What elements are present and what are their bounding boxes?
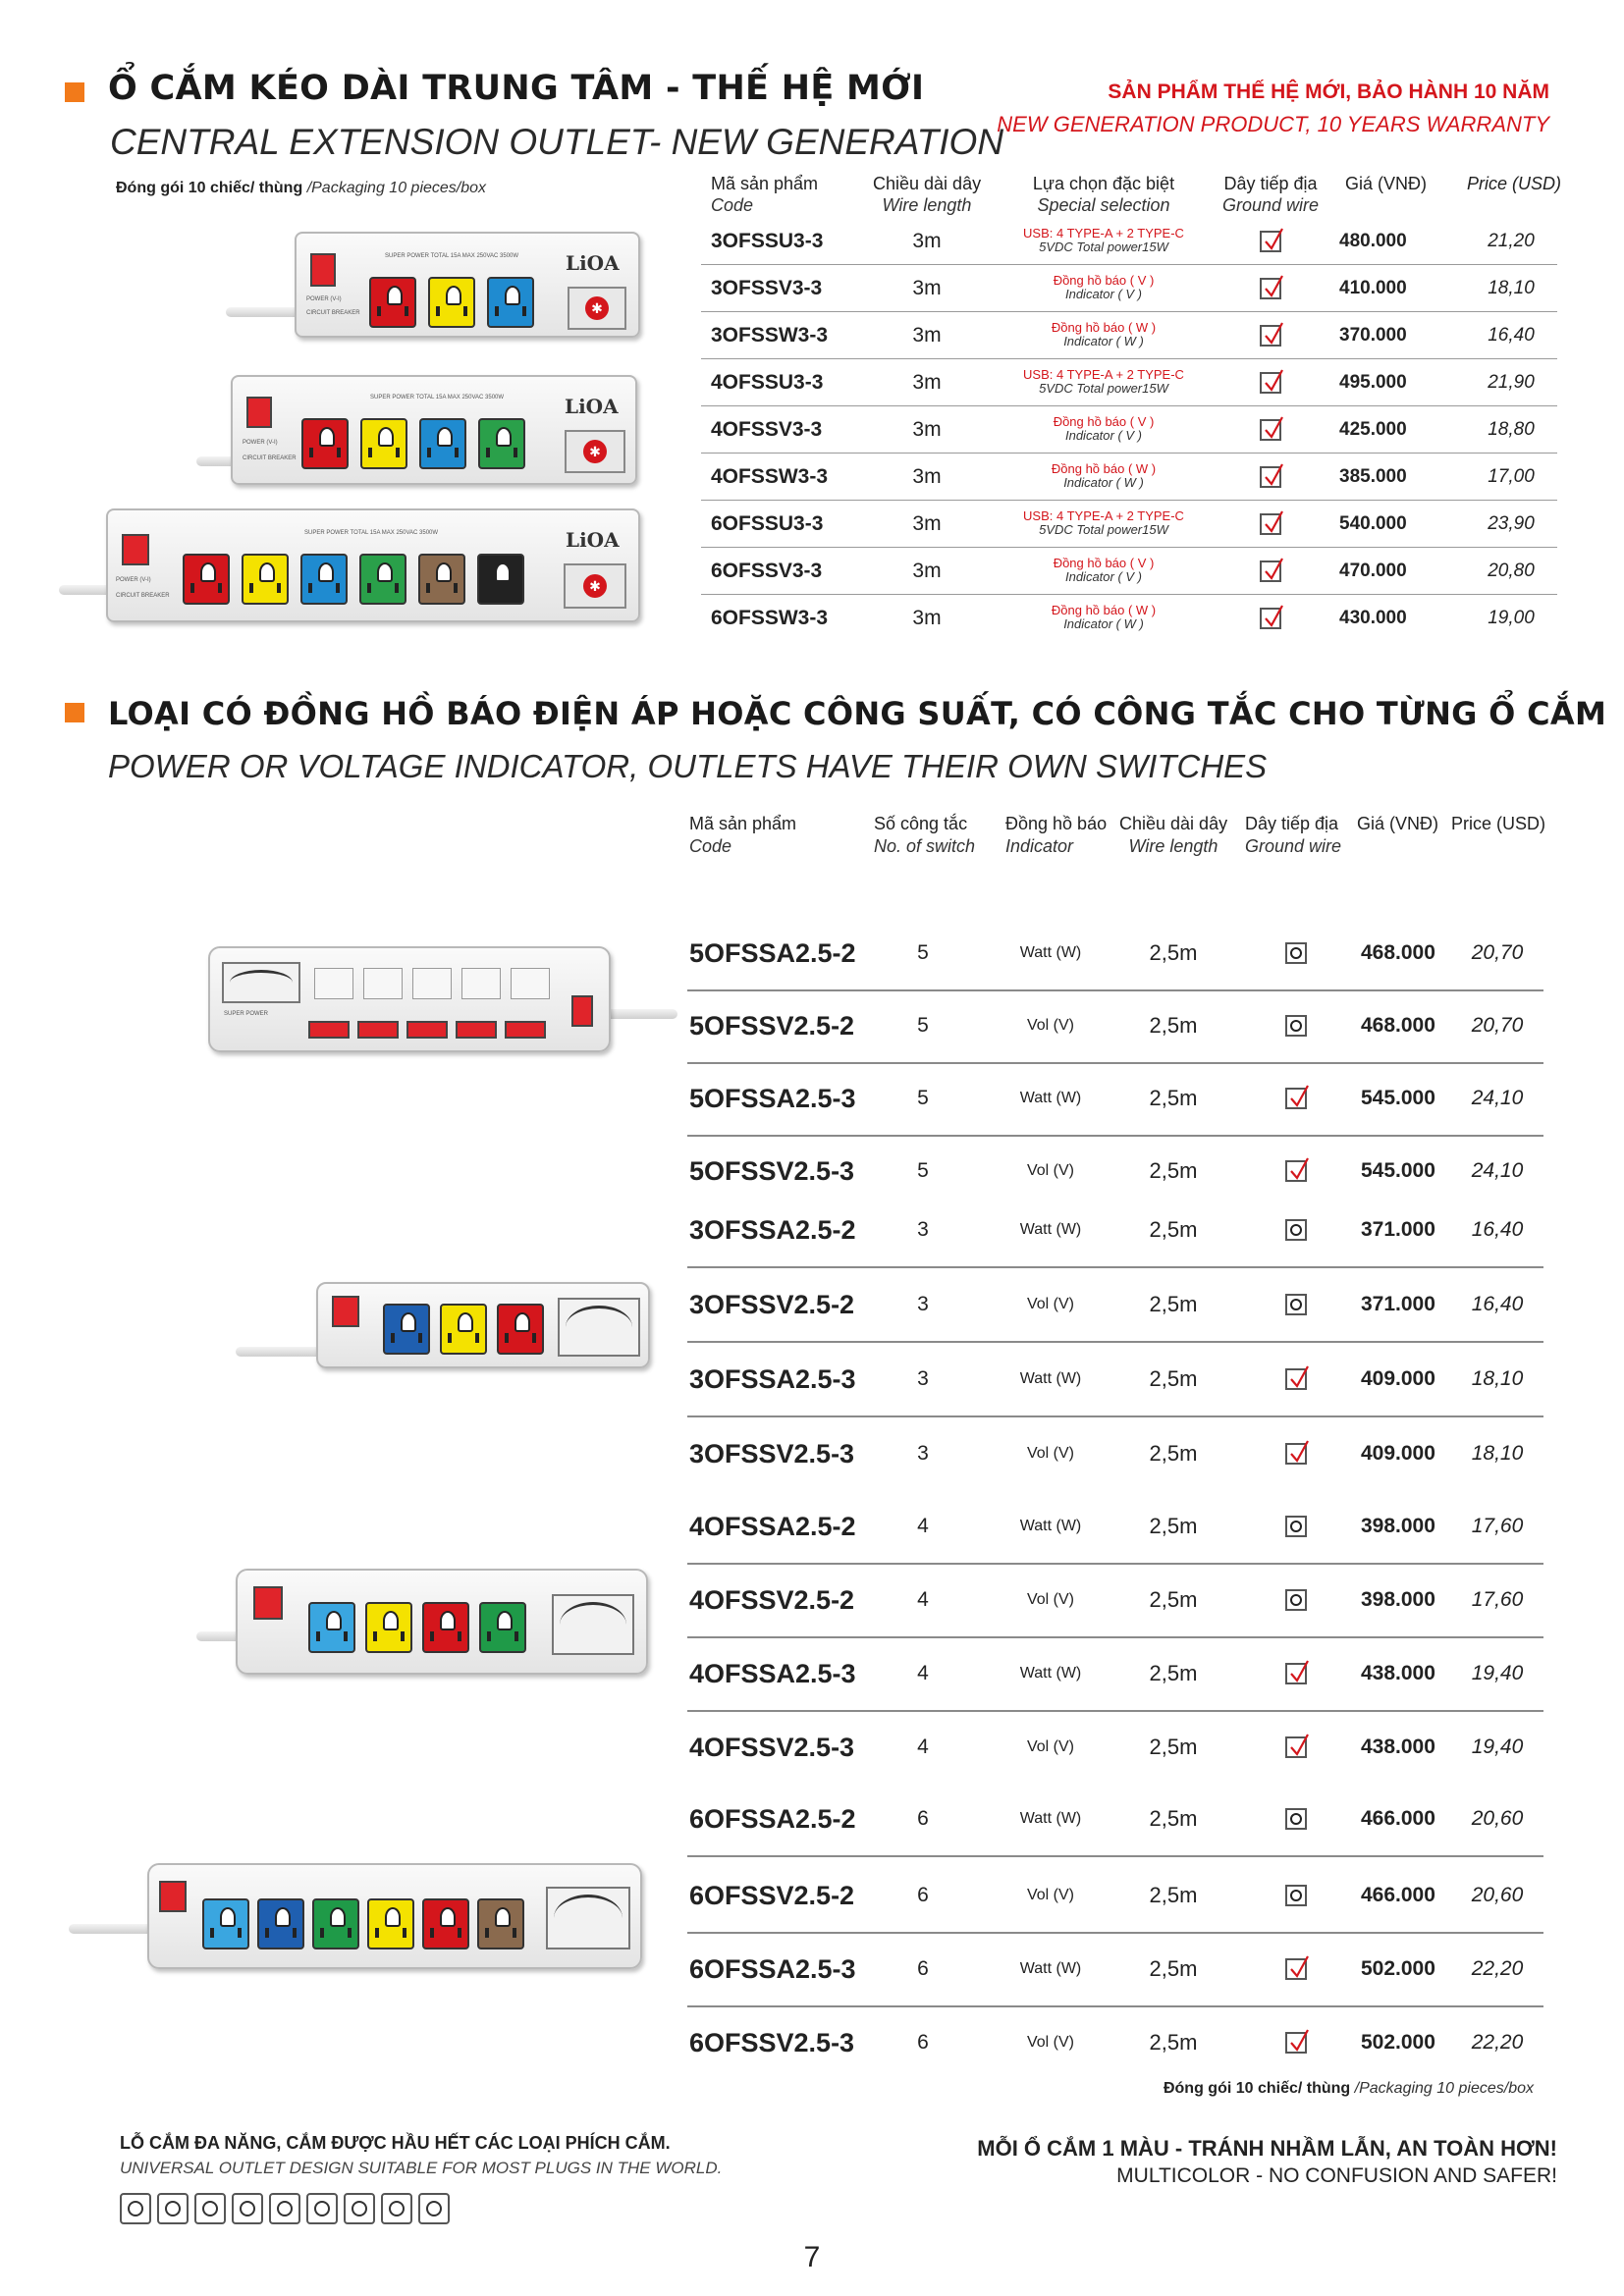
- ground-wire: [1251, 595, 1290, 641]
- packaging-note: [116, 180, 486, 197]
- wire-length: 2,5m: [1149, 1514, 1198, 1538]
- ground-wire-check-icon: [1285, 1663, 1307, 1684]
- price-vnd: 409.000: [1361, 1367, 1435, 1390]
- product-code: 4OFSSU3-3: [711, 371, 824, 394]
- plug-type-icon: [344, 2193, 375, 2224]
- col-len: Chiều dài dây Wire length: [873, 174, 982, 215]
- table-row: [687, 989, 1543, 1064]
- product-code: 5OFSSV2.5-3: [689, 1156, 855, 1186]
- ground-wire-check-icon: [1285, 1088, 1307, 1109]
- table-row: [687, 1711, 1543, 1784]
- price-usd: 20,60: [1471, 1807, 1524, 1830]
- switch-count: 4: [917, 1662, 929, 1684]
- switch-count: 3: [917, 1218, 929, 1241]
- table-row: [687, 1417, 1543, 1490]
- col-gw: Dây tiếp địa Ground wire: [1221, 174, 1320, 215]
- col-spec: Lựa chọn đặc biệt Special selection: [1032, 174, 1175, 215]
- ground-wire: [1276, 1637, 1316, 1710]
- no-ground-wire-icon: [1285, 942, 1307, 964]
- wire-length: 2,5m: [1149, 1013, 1198, 1038]
- warranty-en: NEW GENERATION PRODUCT, 10 YEARS WARRANTY: [997, 112, 1549, 136]
- ground-wire: [1276, 1417, 1316, 1490]
- section-bullet: [65, 703, 84, 722]
- ground-wire-check-icon: [1260, 325, 1281, 347]
- price-vnd: 468.000: [1361, 1014, 1435, 1037]
- switch-count: 6: [917, 1884, 929, 1906]
- product-code: 3OFSSV2.5-2: [689, 1290, 855, 1319]
- table-row: [687, 917, 1543, 991]
- product-code: 3OFSSV3-3: [711, 277, 823, 299]
- price-vnd: 370.000: [1339, 325, 1407, 346]
- ground-wire: [1251, 312, 1290, 358]
- price-vnd: 371.000: [1361, 1218, 1435, 1241]
- ground-wire: [1251, 501, 1290, 547]
- price-usd: 18,10: [1471, 1367, 1524, 1390]
- price-vnd: 470.000: [1339, 561, 1407, 581]
- switch-count: 4: [917, 1588, 929, 1611]
- price-vnd: 545.000: [1361, 1087, 1435, 1109]
- wire-length: 3m: [912, 560, 942, 582]
- table-row: [687, 2006, 1543, 2079]
- table-row: [687, 1564, 1543, 1638]
- price-usd: 18,10: [1471, 1442, 1524, 1465]
- wire-length: 3m: [912, 512, 942, 535]
- product-code: 4OFSSA2.5-3: [689, 1659, 856, 1688]
- plug-type-icons: [120, 2193, 456, 2229]
- table-row: [687, 1637, 1543, 1712]
- special-selection: Đồng hồ báo ( V ) Indicator ( V ): [1053, 414, 1155, 443]
- table-row: [701, 548, 1557, 595]
- wire-length: 2,5m: [1149, 1661, 1198, 1685]
- universal-outlet-vi: LỖ CẮM ĐA NĂNG, CẮM ĐƯỢC HẦU HẾT CÁC LOẠI PHÍCH CẮM.: [120, 2133, 671, 2153]
- product-code: 4OFSSV2.5-3: [689, 1733, 855, 1762]
- switch-count: 4: [917, 1735, 929, 1758]
- ground-wire: [1276, 1194, 1316, 1266]
- ground-wire-check-icon: [1260, 561, 1281, 582]
- switch-count: 6: [917, 1807, 929, 1830]
- wire-length: 2,5m: [1149, 940, 1198, 965]
- product-code: 3OFSSA2.5-2: [689, 1215, 856, 1245]
- plug-type-icon: [232, 2193, 263, 2224]
- wire-length: 2,5m: [1149, 1441, 1198, 1466]
- switch-count: 5: [917, 1014, 929, 1037]
- plug-type-icon: [194, 2193, 226, 2224]
- ground-wire-check-icon: [1260, 231, 1281, 252]
- ground-wire-check-icon: [1260, 466, 1281, 488]
- price-usd: 16,40: [1471, 1218, 1524, 1241]
- table-row: [701, 265, 1557, 312]
- plug-type-icon: [269, 2193, 300, 2224]
- col-vnd: Giá (VNĐ): [1345, 174, 1428, 193]
- col-usd: Price (USD): [1451, 814, 1546, 833]
- price-usd: 21,20: [1488, 231, 1535, 251]
- price-vnd: 385.000: [1339, 466, 1407, 487]
- section1-title: Ổ CẮM KÉO DÀI TRUNG TÂM - THẾ HỆ MỚI: [108, 69, 925, 108]
- ground-wire-check-icon: [1260, 608, 1281, 629]
- wire-length: 2,5m: [1149, 1292, 1198, 1316]
- plug-type-icon: [157, 2193, 189, 2224]
- wire-length: 2,5m: [1149, 1735, 1198, 1759]
- product-code: 3OFSSU3-3: [711, 230, 824, 252]
- packaging-note-2: Đóng gói 10 chiếc/ thùng /Packaging 10 pieces/box: [1163, 2080, 1534, 2097]
- price-vnd: 410.000: [1339, 278, 1407, 298]
- col-gw: Dây tiếp địa Ground wire: [1245, 814, 1342, 856]
- switch-count: 5: [917, 1159, 929, 1182]
- col-vnd: Giá (VNĐ): [1357, 814, 1439, 833]
- product-code: 4OFSSW3-3: [711, 465, 829, 488]
- indicator-type: Vol (V): [1026, 1738, 1074, 1755]
- price-vnd: 480.000: [1339, 231, 1407, 251]
- packaging-vi: Đóng gói 10 chiếc/ thùng: [116, 180, 303, 196]
- switch-count: 3: [917, 1293, 929, 1315]
- ground-wire-check-icon: [1285, 1958, 1307, 1980]
- wire-length: 2,5m: [1149, 1806, 1198, 1831]
- plug-type-icon: [418, 2193, 450, 2224]
- indicator-type: Vol (V): [1026, 1162, 1074, 1179]
- switch-count: 4: [917, 1515, 929, 1537]
- wire-length: 2,5m: [1149, 1217, 1198, 1242]
- wire-length: 3m: [912, 277, 942, 299]
- table-header: [701, 169, 1561, 218]
- table-row: [701, 501, 1557, 548]
- indicator-type: Watt (W): [1019, 1370, 1082, 1387]
- price-usd: 17,00: [1488, 466, 1535, 487]
- table-row: [701, 218, 1557, 265]
- no-ground-wire-icon: [1285, 1219, 1307, 1241]
- wire-length: 3m: [912, 607, 942, 629]
- table-row: [701, 595, 1557, 641]
- wire-length: 2,5m: [1149, 1883, 1198, 1907]
- ground-wire-check-icon: [1285, 2032, 1307, 2054]
- table-row: [701, 359, 1557, 406]
- multicolor-en: MULTICOLOR - NO CONFUSION AND SAFER!: [1116, 2164, 1557, 2187]
- indicator-type: Watt (W): [1019, 1221, 1082, 1238]
- price-vnd: 398.000: [1361, 1588, 1435, 1611]
- col-usd: Price (USD): [1466, 174, 1561, 193]
- ground-wire-check-icon: [1285, 1443, 1307, 1465]
- indicator-type: Watt (W): [1019, 1518, 1082, 1534]
- special-selection: Đồng hồ báo ( W ) Indicator ( W ): [1051, 320, 1157, 348]
- product-code: 6OFSSA2.5-2: [689, 1804, 856, 1834]
- special-selection: USB: 4 TYPE-A + 2 TYPE-C 5VDC Total power15W: [1023, 226, 1184, 254]
- switch-count: 5: [917, 941, 929, 964]
- price-usd: 18,80: [1488, 419, 1535, 440]
- ground-wire: [1251, 218, 1290, 264]
- price-usd: 21,90: [1488, 372, 1535, 393]
- product-code: 6OFSSV3-3: [711, 560, 823, 582]
- no-ground-wire-icon: [1285, 1516, 1307, 1537]
- page-number: 7: [803, 2241, 821, 2273]
- table-row: [687, 1194, 1543, 1268]
- section2-subtitle: POWER OR VOLTAGE INDICATOR, OUTLETS HAVE THEIR OWN SWITCHES: [108, 748, 1268, 784]
- special-selection: Đồng hồ báo ( W ) Indicator ( W ): [1051, 461, 1157, 490]
- wire-length: 3m: [912, 418, 942, 441]
- product-code: 6OFSSA2.5-3: [689, 1954, 856, 1984]
- indicator-type: Watt (W): [1019, 1665, 1082, 1682]
- product-code: 6OFSSV2.5-2: [689, 1881, 855, 1910]
- indicator-type: Vol (V): [1026, 1296, 1074, 1312]
- ground-wire: [1276, 1564, 1316, 1636]
- ground-wire-check-icon: [1260, 372, 1281, 394]
- switch-count: 5: [917, 1087, 929, 1109]
- price-usd: 16,40: [1471, 1293, 1524, 1315]
- price-usd: 19,40: [1471, 1662, 1524, 1684]
- wire-length: 3m: [912, 371, 942, 394]
- ground-wire: [1251, 265, 1290, 311]
- price-vnd: 438.000: [1361, 1735, 1435, 1758]
- price-vnd: 468.000: [1361, 941, 1435, 964]
- price-vnd: 502.000: [1361, 1957, 1435, 1980]
- ground-wire: [1276, 1783, 1316, 1855]
- table-row: [687, 1062, 1543, 1137]
- indicator-type: Watt (W): [1019, 1090, 1082, 1106]
- product-code: 4OFSSV3-3: [711, 418, 823, 441]
- wire-length: 2,5m: [1149, 1587, 1198, 1612]
- price-vnd: 371.000: [1361, 1293, 1435, 1315]
- special-selection: USB: 4 TYPE-A + 2 TYPE-C 5VDC Total power15W: [1023, 508, 1184, 537]
- section1-subtitle: CENTRAL EXTENSION OUTLET- NEW GENERATION: [110, 122, 1004, 162]
- wire-length: 2,5m: [1149, 1086, 1198, 1110]
- price-usd: 19,00: [1488, 608, 1535, 628]
- ground-wire: [1276, 1343, 1316, 1415]
- price-vnd: 425.000: [1339, 419, 1407, 440]
- ground-wire: [1276, 1859, 1316, 1932]
- table-row: [701, 312, 1557, 359]
- price-usd: 17,60: [1471, 1515, 1524, 1537]
- price-usd: 20,80: [1488, 561, 1535, 581]
- col-switch: Số công tắc No. of switch: [874, 814, 976, 856]
- price-usd: 23,90: [1488, 513, 1535, 534]
- price-usd: 22,20: [1471, 2031, 1524, 2054]
- no-ground-wire-icon: [1285, 1015, 1307, 1037]
- col-indicator: Đồng hồ báo Indicator: [1005, 814, 1108, 856]
- price-vnd: 409.000: [1361, 1442, 1435, 1465]
- no-ground-wire-icon: [1285, 1589, 1307, 1611]
- packaging-en: /Packaging 10 pieces/box: [306, 180, 487, 196]
- price-usd: 18,10: [1488, 278, 1535, 298]
- ground-wire: [1276, 1711, 1316, 1784]
- switch-count: 6: [917, 2031, 929, 2054]
- indicator-type: Vol (V): [1026, 1591, 1074, 1608]
- no-ground-wire-icon: [1285, 1294, 1307, 1315]
- ground-wire-check-icon: [1260, 513, 1281, 535]
- ground-wire-check-icon: [1260, 278, 1281, 299]
- ground-wire: [1276, 1268, 1316, 1341]
- col-code: Mã sản phẩm Code: [711, 174, 819, 215]
- product-code: 3OFSSA2.5-3: [689, 1364, 856, 1394]
- price-usd: 20,60: [1471, 1884, 1524, 1906]
- ground-wire: [1251, 359, 1290, 405]
- ground-wire: [1276, 989, 1316, 1062]
- section-bullet: [65, 82, 84, 102]
- special-selection: Đồng hồ báo ( V ) Indicator ( V ): [1053, 273, 1155, 301]
- special-selection: Đồng hồ báo ( V ) Indicator ( V ): [1053, 556, 1155, 584]
- ground-wire: [1251, 548, 1290, 594]
- special-selection: USB: 4 TYPE-A + 2 TYPE-C 5VDC Total power15W: [1023, 367, 1184, 396]
- section2-title: LOẠI CÓ ĐỒNG HỒ BÁO ĐIỆN ÁP HOẶC CÔNG SUẤT, CÓ CÔNG TẮC CHO TỪNG Ổ CẮM: [108, 695, 1607, 732]
- price-vnd: 495.000: [1339, 372, 1407, 393]
- indicator-type: Vol (V): [1026, 2034, 1074, 2051]
- wire-length: 2,5m: [1149, 2030, 1198, 2055]
- product-code: 5OFSSA2.5-3: [689, 1084, 856, 1113]
- indicator-type: Vol (V): [1026, 1887, 1074, 1903]
- special-selection: Đồng hồ báo ( W ) Indicator ( W ): [1051, 603, 1157, 631]
- table-row: [687, 1268, 1543, 1343]
- switch-count: 3: [917, 1367, 929, 1390]
- product-code: 4OFSSV2.5-2: [689, 1585, 855, 1615]
- plug-type-icon: [381, 2193, 412, 2224]
- product-code: 6OFSSV2.5-3: [689, 2028, 855, 2057]
- wire-length: 2,5m: [1149, 1956, 1198, 1981]
- wire-length: 3m: [912, 465, 942, 488]
- product-code: 5OFSSA2.5-2: [689, 938, 856, 968]
- ground-wire: [1276, 1062, 1316, 1135]
- multicolor-vi: MỖI Ổ CẮM 1 MÀU - TRÁNH NHẦM LẪN, AN TOÀN HƠN!: [977, 2136, 1557, 2161]
- price-vnd: 540.000: [1339, 513, 1407, 534]
- no-ground-wire-icon: [1285, 1808, 1307, 1830]
- product-code: 6OFSSW3-3: [711, 607, 829, 629]
- indicator-type: Watt (W): [1019, 1810, 1082, 1827]
- switch-count: 3: [917, 1442, 929, 1465]
- wire-length: 3m: [912, 230, 942, 252]
- switch-count: 6: [917, 1957, 929, 1980]
- product-code: 6OFSSU3-3: [711, 512, 824, 535]
- indicator-type: Vol (V): [1026, 1017, 1074, 1034]
- price-usd: 17,60: [1471, 1588, 1524, 1611]
- price-usd: 24,10: [1471, 1087, 1524, 1109]
- price-vnd: 545.000: [1361, 1159, 1435, 1182]
- price-vnd: 502.000: [1361, 2031, 1435, 2054]
- indicator-type: Watt (W): [1019, 944, 1082, 961]
- col-code: Mã sản phẩm Code: [689, 814, 797, 856]
- price-vnd: 398.000: [1361, 1515, 1435, 1537]
- col-len: Chiều dài dây Wire length: [1119, 814, 1228, 856]
- product-code: 3OFSSW3-3: [711, 324, 829, 347]
- table-row: [687, 1343, 1543, 1417]
- price-usd: 24,10: [1471, 1159, 1524, 1182]
- ground-wire: [1251, 454, 1290, 500]
- price-usd: 20,70: [1471, 941, 1524, 964]
- indicator-type: Watt (W): [1019, 1960, 1082, 1977]
- product-code: 4OFSSA2.5-2: [689, 1512, 856, 1541]
- price-vnd: 438.000: [1361, 1662, 1435, 1684]
- table-central-extension: [701, 169, 1561, 641]
- table-row: [701, 454, 1557, 501]
- warranty-vi: SẢN PHẨM THẾ HỆ MỚI, BẢO HÀNH 10 NĂM: [1108, 80, 1549, 103]
- wire-length: 2,5m: [1149, 1366, 1198, 1391]
- ground-wire-check-icon: [1285, 1736, 1307, 1758]
- ground-wire-check-icon: [1285, 1368, 1307, 1390]
- universal-outlet-en: UNIVERSAL OUTLET DESIGN SUITABLE FOR MOST PLUGS IN THE WORLD.: [120, 2159, 723, 2177]
- price-usd: 19,40: [1471, 1735, 1524, 1758]
- indicator-type: Vol (V): [1026, 1445, 1074, 1462]
- price-vnd: 466.000: [1361, 1807, 1435, 1830]
- ground-wire: [1276, 1490, 1316, 1563]
- ground-wire: [1276, 1933, 1316, 2005]
- table-row: [687, 1933, 1543, 2007]
- plug-type-icon: [306, 2193, 338, 2224]
- price-usd: 20,70: [1471, 1014, 1524, 1037]
- table-row: [687, 1783, 1543, 1857]
- table-row: [687, 1859, 1543, 1934]
- ground-wire-check-icon: [1260, 419, 1281, 441]
- no-ground-wire-icon: [1285, 1885, 1307, 1906]
- product-code: 3OFSSV2.5-3: [689, 1439, 855, 1468]
- ground-wire: [1276, 917, 1316, 989]
- product-code: 5OFSSV2.5-2: [689, 1011, 855, 1041]
- ground-wire: [1251, 406, 1290, 453]
- table-row: [687, 1490, 1543, 1565]
- plug-type-icon: [120, 2193, 151, 2224]
- wire-length: 3m: [912, 324, 942, 347]
- price-vnd: 466.000: [1361, 1884, 1435, 1906]
- price-usd: 16,40: [1488, 325, 1535, 346]
- ground-wire: [1276, 2006, 1316, 2079]
- table-row: [701, 406, 1557, 454]
- price-vnd: 430.000: [1339, 608, 1407, 628]
- price-usd: 22,20: [1471, 1957, 1524, 1980]
- wire-length: 2,5m: [1149, 1158, 1198, 1183]
- ground-wire-check-icon: [1285, 1160, 1307, 1182]
